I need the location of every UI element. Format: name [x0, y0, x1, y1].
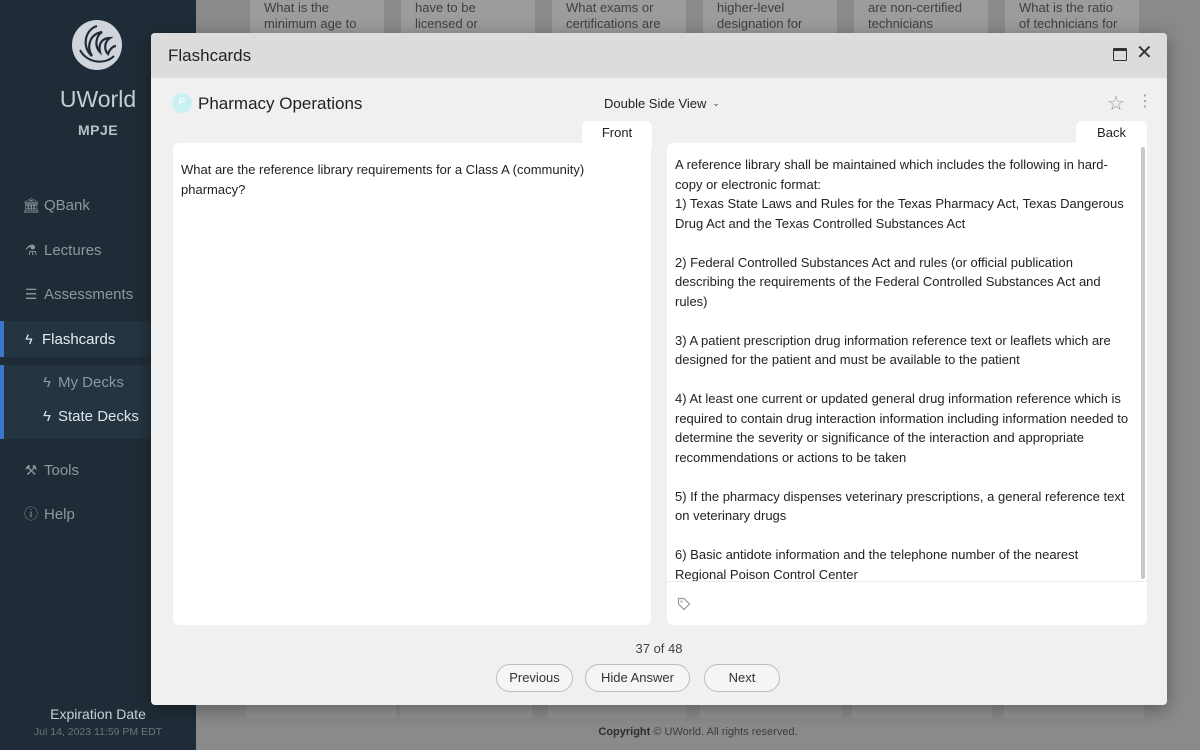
- answer-paragraph: A reference library shall be maintained which includes the following in hard-copy or electronic format: 1) Texas State Laws and Rules for the Texas Pharmacy Act, Texas Dangerous Drug Act and the Texas Controlled Substances Act: [675, 157, 1124, 231]
- help-icon: ⓘ: [24, 506, 38, 522]
- answer-paragraph: 2) Federal Controlled Substances Act and rules (or official publication describing the requirements of the Federal Controlled Substances Act and rules): [675, 254, 1101, 309]
- sidebar-item-label: State Decks: [58, 407, 139, 425]
- uworld-logo-icon: [70, 18, 124, 72]
- card-answer: [675, 155, 1131, 581]
- answer-paragraph: 3) A patient prescription drug information reference text or leaflets which are designed for the patient and must be available to the patient: [675, 332, 1111, 367]
- deck-avatar: P: [172, 93, 192, 113]
- sidebar-item-label: Assessments: [44, 285, 134, 303]
- expiration-label: Expiration Date: [50, 706, 146, 722]
- view-mode-select[interactable]: [604, 96, 720, 111]
- bolt-icon: ϟ: [25, 331, 33, 347]
- next-button[interactable]: Next: [704, 664, 780, 692]
- deck-title: Pharmacy Operations: [198, 94, 363, 113]
- list-icon: ☰: [24, 285, 38, 302]
- previous-button[interactable]: Previous: [496, 664, 573, 692]
- background-card: What is the minimum age to: [250, 0, 384, 38]
- sidebar-item-label: Lectures: [44, 241, 102, 259]
- copyright: [196, 726, 1200, 738]
- bolt-icon: ϟ: [43, 407, 51, 425]
- answer-scrollbar[interactable]: [1141, 147, 1145, 579]
- sidebar-item-label: Flashcards: [42, 330, 116, 348]
- lecture-icon: ⚗: [24, 241, 38, 258]
- card-question: What are the reference library requirements for a Class A (community) pharmacy?: [181, 162, 585, 197]
- answer-paragraph: 6) Basic antidote information and the telephone number of the nearest Regional Poison Control Center: [675, 547, 1079, 581]
- bank-icon: 🏛︎: [22, 196, 40, 213]
- tools-icon: ⚒: [24, 461, 38, 478]
- background-card: have to be licensed or: [401, 0, 535, 38]
- expiration-date: Jul 14, 2023 11:59 PM EDT: [33, 726, 163, 738]
- front-label: Front: [582, 121, 652, 147]
- close-icon[interactable]: ✕: [1136, 42, 1153, 64]
- sidebar-item-label: QBank: [44, 196, 90, 214]
- brand-name: UWorld: [59, 86, 137, 112]
- star-icon[interactable]: ☆: [1107, 93, 1125, 115]
- flashcard-modal: [151, 33, 1167, 705]
- modal-header: [151, 33, 1167, 78]
- modal-title: Flashcards: [168, 46, 252, 65]
- tag-icon[interactable]: [677, 597, 691, 611]
- card-back-panel: [667, 143, 1147, 625]
- card-counter: 37 of 48: [635, 641, 683, 656]
- copyright-text: © UWorld. All rights reserved.: [653, 726, 798, 738]
- hide-answer-button[interactable]: Hide Answer: [585, 664, 690, 692]
- bolt-icon: ϟ: [43, 373, 51, 391]
- product-name: MPJE: [77, 122, 119, 138]
- divider: [667, 581, 1147, 582]
- back-label: Back: [1076, 121, 1147, 147]
- more-vertical-icon[interactable]: ⋮: [1137, 93, 1153, 110]
- view-mode-label: Double Side View: [604, 96, 707, 111]
- background-card: What is the ratio of technicians for: [1005, 0, 1139, 38]
- answer-paragraph: 5) If the pharmacy dispenses veterinary prescriptions, a general reference text on veterinary drugs: [675, 488, 1125, 523]
- chevron-down-icon: ⌄: [712, 98, 720, 108]
- copyright-label: Copyright: [598, 726, 651, 738]
- card-front-panel: [173, 143, 651, 625]
- answer-paragraph: 4) At least one current or updated general drug information reference which is required to contain drug interaction information including information needed to determine the severity or significance of the interaction and appropriate recommendations or actions to be taken: [675, 391, 1129, 465]
- window-maximize-icon[interactable]: [1113, 48, 1127, 61]
- sidebar-item-label: My Decks: [58, 373, 124, 391]
- sidebar-item-label: Help: [44, 505, 75, 523]
- background-card: What exams or certifications are: [552, 0, 686, 38]
- sidebar-item-label: Tools: [44, 461, 80, 479]
- background-card: higher-level designation for: [703, 0, 837, 38]
- background-card: are non-certified technicians: [854, 0, 988, 38]
